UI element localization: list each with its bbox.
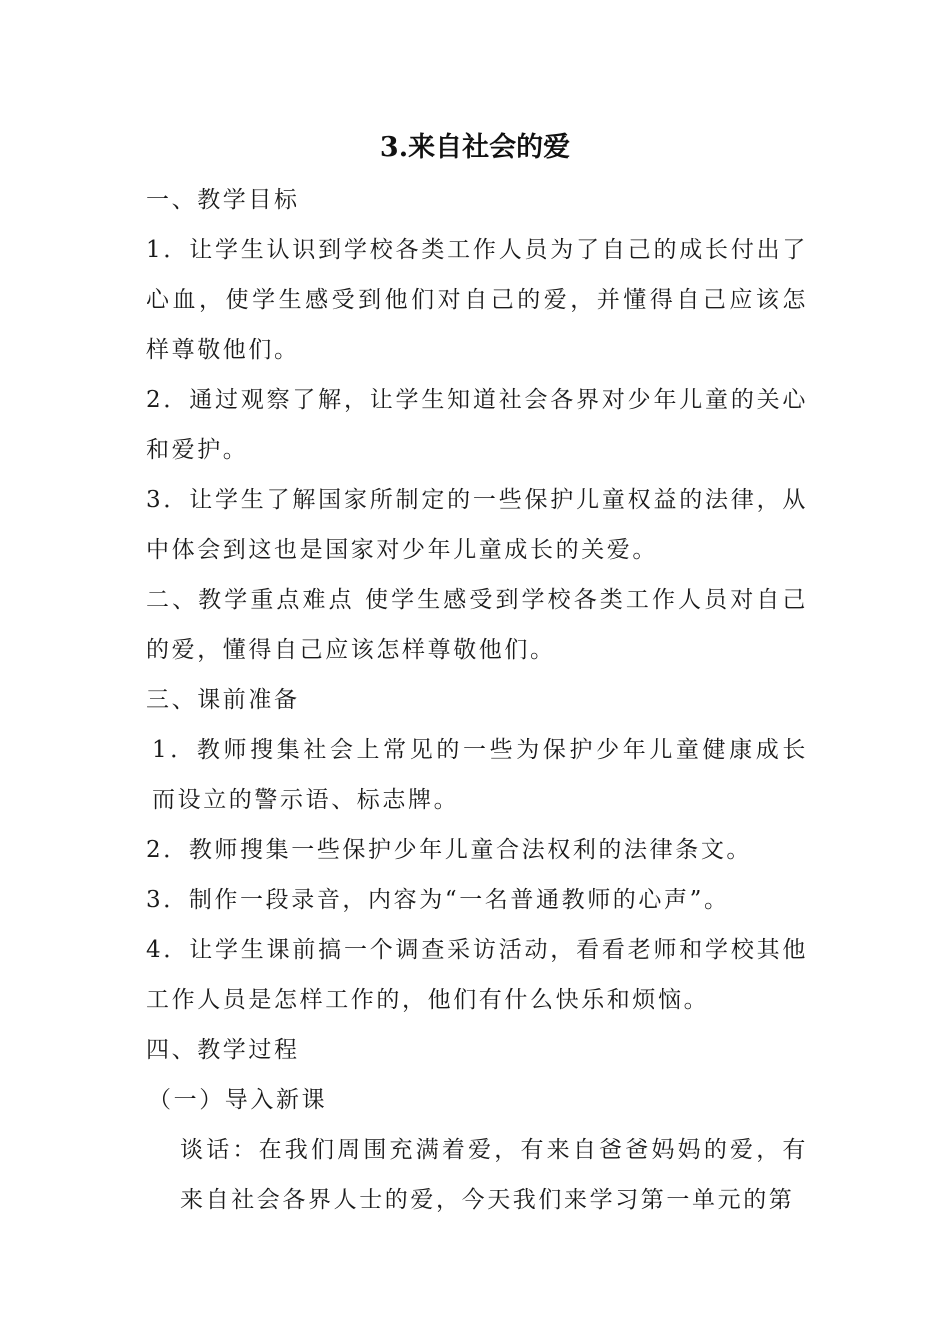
section-heading-process: 四、教学过程 bbox=[146, 1037, 300, 1063]
preparation-item-4: 4．让学生课前搞一个调查采访活动，看看老师和学校其他工作人员是怎样工作的，他们有什么快乐和烦恼。 bbox=[146, 937, 808, 1013]
objective-item-1: 1．让学生认识到学校各类工作人员为了自己的成长付出了心血，使学生感受到他们对自己的爱，并懂得自己应该怎样尊敬他们。 bbox=[146, 237, 808, 363]
objective-item-2: 2．通过观察了解，让学生知道社会各界对少年儿童的关心和爱护。 bbox=[146, 387, 808, 463]
section-heading-key-points: 二、教学重点难点 使学生感受到学校各类工作人员对自己的爱，懂得自己应该怎样尊敬他们。 bbox=[146, 587, 808, 663]
preparation-item-1: 1．教师搜集社会上常见的一些为保护少年儿童健康成长而设立的警示语、标志牌。 bbox=[152, 737, 808, 813]
objective-item-3: 3．让学生了解国家所制定的一些保护儿童权益的法律，从中体会到这也是国家对少年儿童成长的关爱。 bbox=[146, 487, 808, 563]
section-heading-preparation: 三、课前准备 bbox=[146, 687, 300, 713]
subsection-heading-intro: （一）导入新课 bbox=[148, 1087, 328, 1113]
preparation-item-3: 3．制作一段录音，内容为“一名普通教师的心声”。 bbox=[146, 887, 730, 913]
document-title: 3.来自社会的爱 bbox=[379, 132, 571, 163]
intro-dialogue-paragraph: 谈话：在我们周围充满着爱，有来自爸爸妈妈的爱，有来自社会各界人士的爱，今天我们来学习第一单元的第 bbox=[180, 1137, 808, 1213]
preparation-item-2: 2．教师搜集一些保护少年儿童合法权利的法律条文。 bbox=[146, 837, 753, 863]
section-heading-objectives: 一、教学目标 bbox=[146, 187, 300, 213]
